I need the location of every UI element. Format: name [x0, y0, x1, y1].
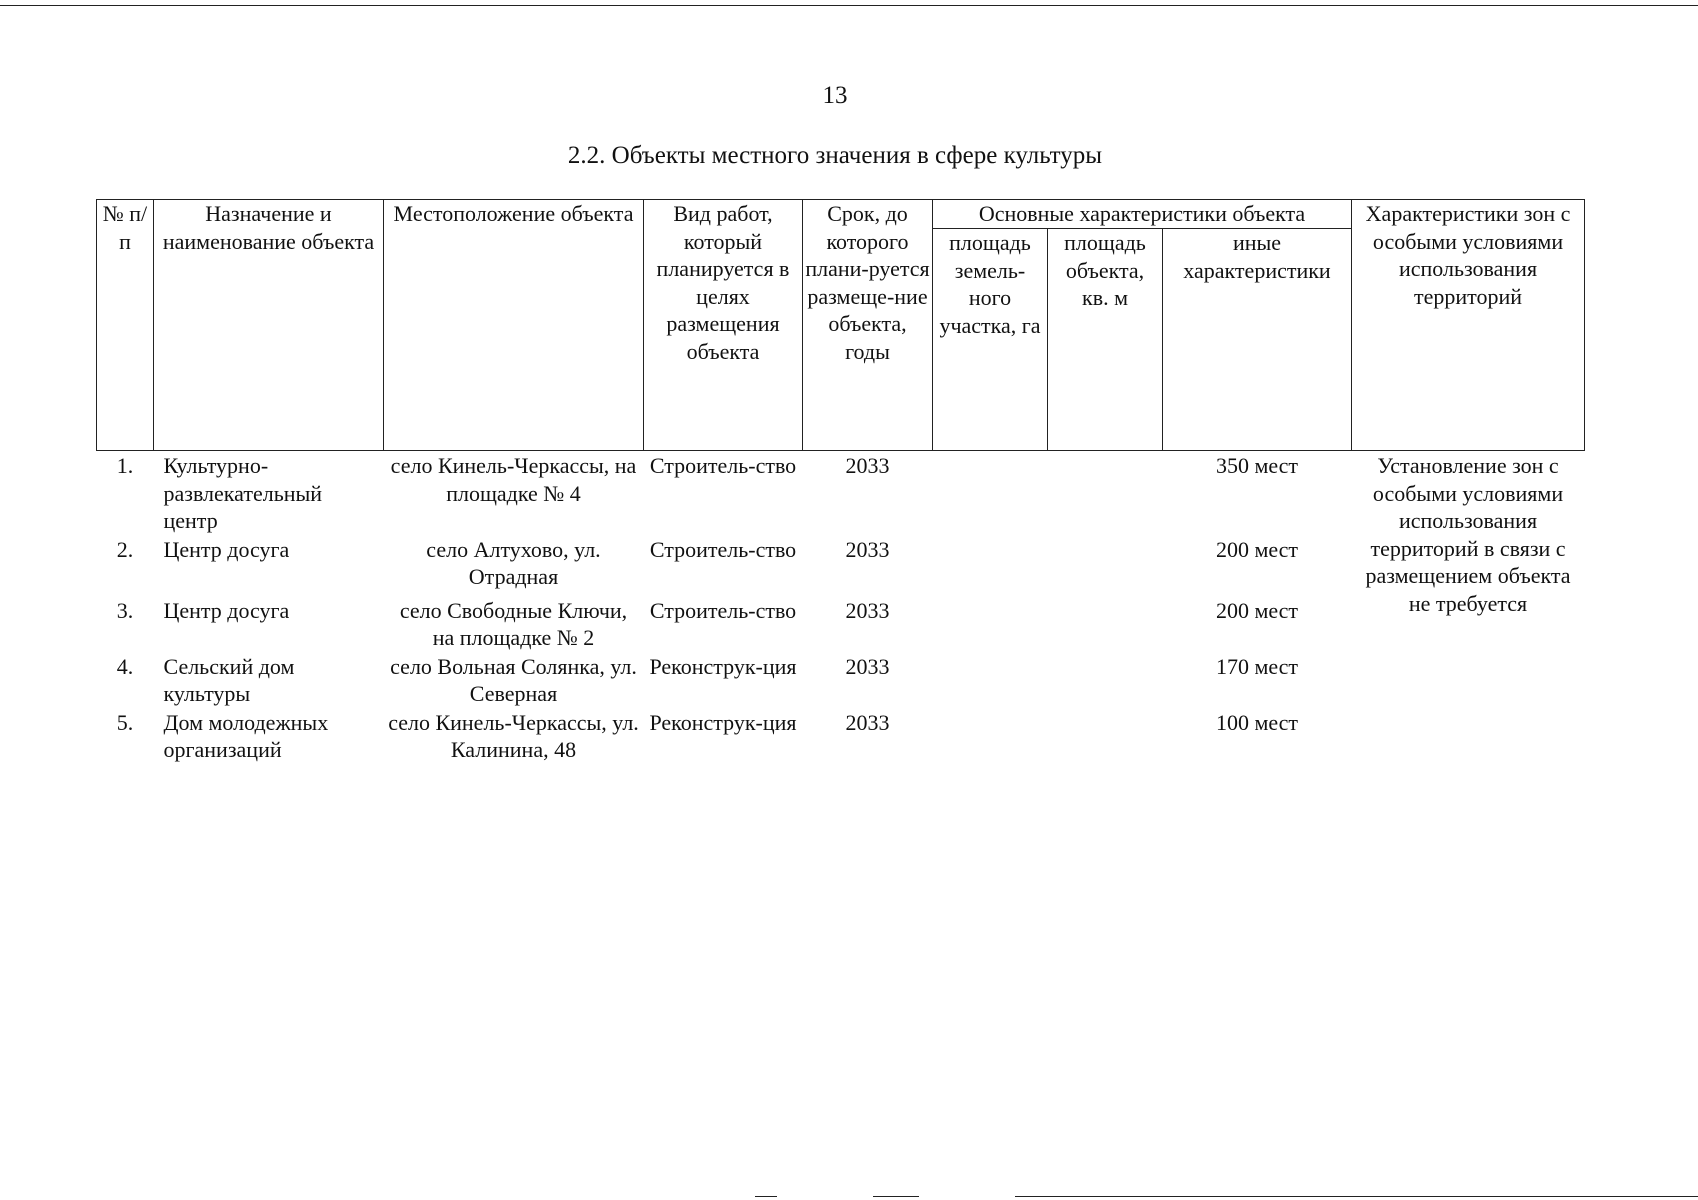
row-name: Культурно-развлекательный центр — [163, 453, 323, 533]
header-name: Назначение и наименование объекта — [154, 200, 384, 451]
row-other: 100 мест — [1215, 709, 1299, 735]
row-year: 2033 — [845, 597, 890, 623]
row-object-area — [1048, 708, 1163, 764]
row-other: 170 мест — [1215, 653, 1299, 679]
row-other: 200 мест — [1215, 536, 1299, 562]
row-land-area — [933, 652, 1048, 708]
row-object-area — [1048, 652, 1163, 708]
row-work: Строитель-ство — [649, 453, 797, 478]
row-land-area — [933, 708, 1048, 764]
zones-note: Установление зон с особыми условиями использования территорий в связи с размещением объекта не требуется — [1365, 453, 1571, 616]
header-location: Местоположение объекта — [384, 200, 644, 451]
row-num: 3. — [116, 597, 134, 623]
row-num: 5. — [116, 709, 134, 735]
row-work: Строитель-ство — [649, 536, 797, 562]
row-object-area — [1048, 451, 1163, 535]
row-num: 1. — [116, 453, 134, 478]
objects-table — [96, 199, 1585, 764]
header-deadline: Срок, до которого плани-руется размеще-ние объекта, годы — [803, 200, 933, 451]
row-land-area — [933, 596, 1048, 652]
row-num: 2. — [116, 536, 134, 562]
page-number: 13 — [822, 82, 848, 109]
header-land-area: площадь земель-ного участка, га — [933, 229, 1048, 451]
bottom-scan-line-mid — [873, 1196, 919, 1197]
table-body — [97, 451, 1585, 764]
section-title: 2.2. Объекты местного значения в сфере культуры — [567, 142, 1103, 169]
row-num: 4. — [116, 653, 134, 679]
row-land-area — [933, 451, 1048, 535]
row-location: село Алтухово, ул. Отрадная — [426, 536, 601, 589]
header-work: Вид работ, который планируется в целях размещения объекта — [644, 200, 803, 451]
bottom-scan-line-right — [1015, 1196, 1698, 1197]
row-year: 2033 — [845, 536, 890, 562]
row-work: Реконструк-ция — [649, 653, 797, 679]
header-object-area: площадь объекта, кв. м — [1048, 229, 1163, 451]
row-other: 350 мест — [1215, 453, 1299, 478]
table-row — [97, 451, 1585, 535]
row-name: Центр досуга — [163, 597, 290, 623]
header-num: № п/п — [97, 200, 154, 451]
header-other: иные характеристики — [1163, 229, 1352, 451]
row-year: 2033 — [845, 653, 890, 679]
row-land-area — [933, 535, 1048, 596]
header-zones: Характеристики зон с особыми условиями использования территорий — [1352, 200, 1585, 451]
row-location: село Кинель-Черкассы, ул. Калинина, 48 — [388, 709, 639, 762]
row-object-area — [1048, 596, 1163, 652]
row-location: село Кинель-Черкассы, на площадке № 4 — [390, 453, 637, 506]
top-scan-line — [0, 5, 1698, 6]
row-name: Сельский дом культуры — [163, 653, 295, 706]
bottom-scan-line-left — [755, 1196, 777, 1197]
row-object-area — [1048, 535, 1163, 596]
row-other: 200 мест — [1215, 597, 1299, 623]
row-year: 2033 — [845, 709, 890, 735]
row-location: село Свободные Ключи, на площадке № 2 — [399, 597, 628, 650]
row-location: село Вольная Солянка, ул. Северная — [390, 653, 637, 706]
row-name: Дом молодежных организаций — [163, 709, 329, 762]
row-name: Центр досуга — [163, 536, 290, 562]
row-work: Строитель-ство — [649, 597, 797, 623]
row-year: 2033 — [845, 453, 890, 478]
table-header — [97, 200, 1585, 451]
header-main-characteristics: Основные характеристики объекта — [933, 200, 1352, 229]
row-work: Реконструк-ция — [649, 709, 797, 735]
